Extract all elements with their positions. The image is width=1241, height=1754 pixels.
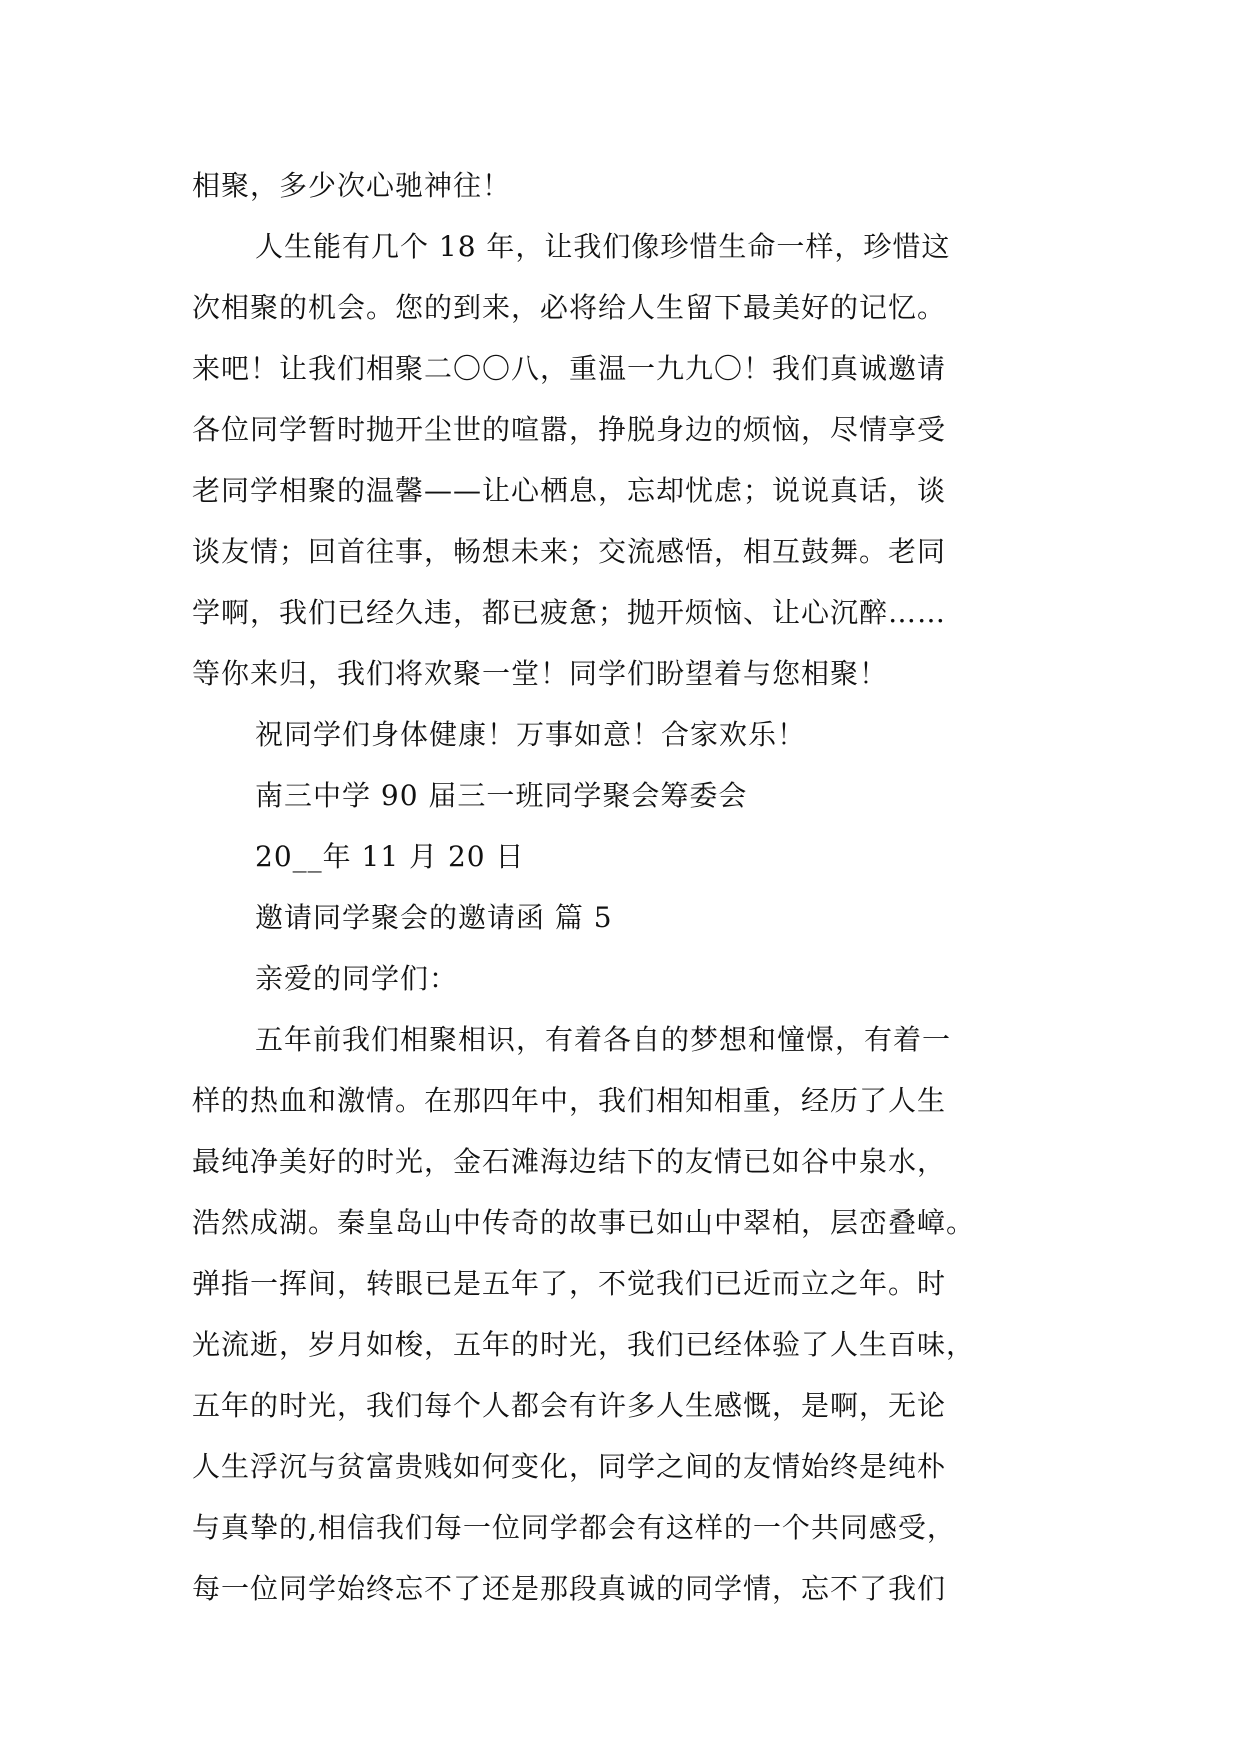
text-line: 亲爱的同学们： <box>255 962 459 995</box>
text-line: 来吧！让我们相聚二〇〇八，重温一九九〇！我们真诚邀请 <box>192 352 947 385</box>
text-line: 各位同学暂时抛开尘世的喧嚣，挣脱身边的烦恼，尽情享受 <box>192 413 947 446</box>
text-line: 浩然成湖。秦皇岛山中传奇的故事已如山中翠柏，层峦叠嶂。 <box>192 1206 976 1239</box>
text-line: 与真挚的,相信我们每一位同学都会有这样的一个共同感受， <box>192 1511 956 1544</box>
text-line: 光流逝，岁月如梭，五年的时光，我们已经体验了人生百味， <box>192 1328 976 1361</box>
text-line: 相聚，多少次心驰神往！ <box>192 169 512 202</box>
text-line: 老同学相聚的温馨——让心栖息，忘却忧虑；说说真话，谈 <box>192 474 947 507</box>
body-text <box>192 155 1062 1619</box>
text-line: 五年的时光，我们每个人都会有许多人生感慨，是啊，无论 <box>192 1389 947 1422</box>
text-line: 人生浮沉与贫富贵贱如何变化，同学之间的友情始终是纯朴 <box>192 1450 947 1483</box>
text-line: 邀请同学聚会的邀请函 篇 5 <box>255 901 613 934</box>
text-line: 南三中学 90 届三一班同学聚会筹委会 <box>255 779 748 812</box>
text-line: 弹指一挥间，转眼已是五年了，不觉我们已近而立之年。时 <box>192 1267 947 1300</box>
text-line: 谈友情；回首往事，畅想未来；交流感悟，相互鼓舞。老同 <box>192 535 947 568</box>
text-line: 五年前我们相聚相识，有着各自的梦想和憧憬，有着一 <box>255 1023 952 1056</box>
text-line: 每一位同学始终忘不了还是那段真诚的同学情，忘不了我们 <box>192 1572 947 1605</box>
text-line: 最纯净美好的时光，金石滩海边结下的友情已如谷中泉水， <box>192 1145 947 1178</box>
text-line: 祝同学们身体健康！万事如意！合家欢乐！ <box>255 718 807 751</box>
text-line: 样的热血和激情。在那四年中，我们相知相重，经历了人生 <box>192 1084 947 1117</box>
text-line: 等你来归，我们将欢聚一堂！同学们盼望着与您相聚！ <box>192 657 889 690</box>
text-line: 学啊，我们已经久违，都已疲惫；抛开烦恼、让心沉醉…… <box>192 596 947 629</box>
text-line: 次相聚的机会。您的到来，必将给人生留下最美好的记忆。 <box>192 291 947 324</box>
text-line: 20__年 11 月 20 日 <box>255 840 525 873</box>
text-line: 人生能有几个 18 年，让我们像珍惜生命一样，珍惜这 <box>255 230 951 263</box>
